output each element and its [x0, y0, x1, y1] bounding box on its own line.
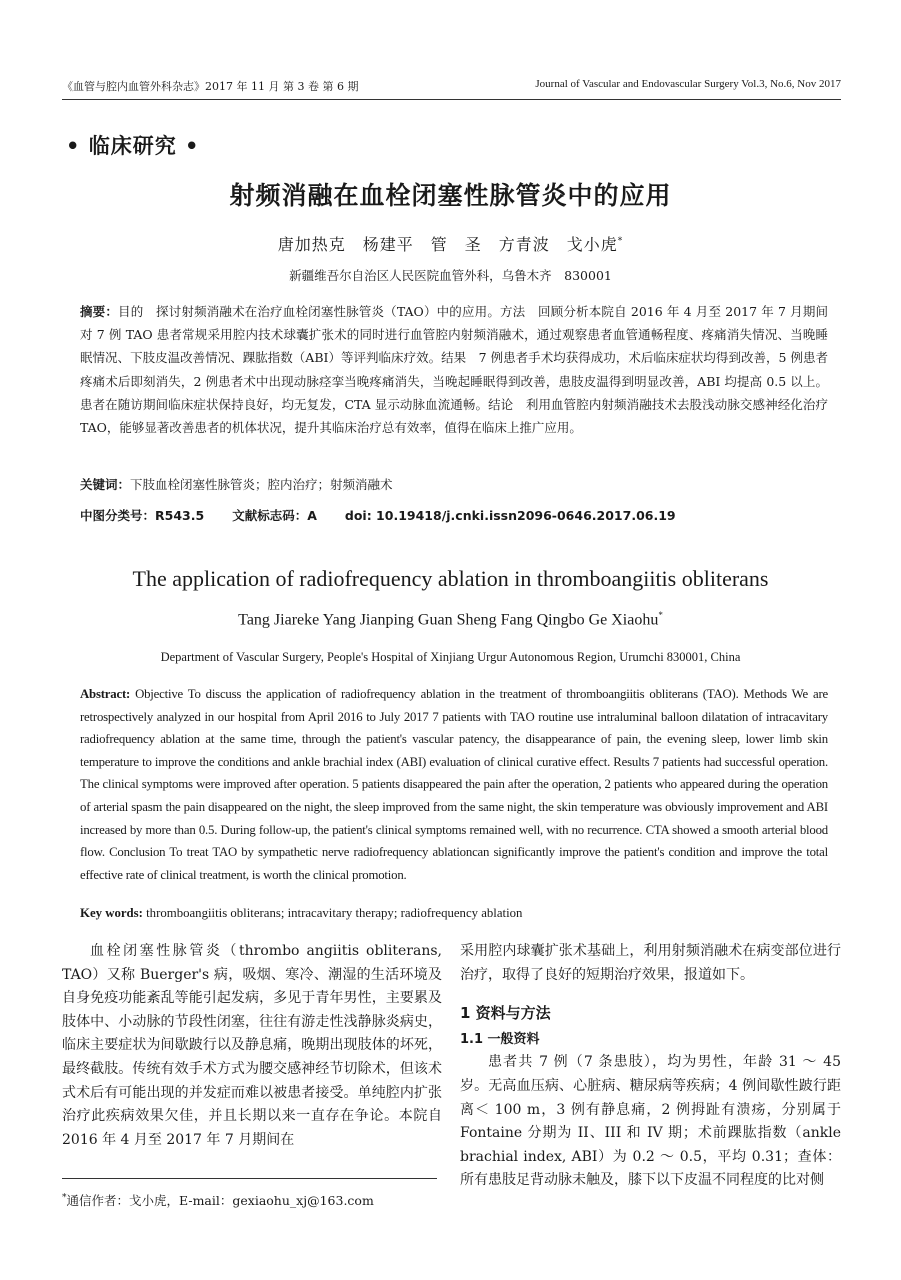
english-keywords-text: thromboangiitis obliterans; intracavitary therapy; radiofrequency ablation [146, 906, 523, 920]
english-abstract-label: Abstract: [80, 687, 131, 701]
body-left-column [62, 940, 442, 1152]
english-author-list: Tang Jiareke Yang Jianping Guan Sheng Fang Qingbo Ge Xiaohu [238, 611, 659, 629]
intro-continuation: 采用腔内球囊扩张术基础上，利用射频消融术在病变部位进行治疗，取得了良好的短期治疗效果，报道如下。 [460, 943, 841, 983]
doi: doi: 10.19418/j.cnki.issn2096-0646.2017.06.19 [344, 508, 676, 523]
chinese-keywords-label: 关键词： [80, 477, 131, 492]
chinese-keywords-text: 下肢血栓闭塞性脉管炎；腔内治疗；射频消融术 [130, 477, 393, 492]
chinese-authors [0, 232, 901, 255]
document-code-value: A [307, 508, 317, 523]
chinese-keywords [80, 475, 828, 493]
section-heading: 1 资料与方法 [460, 1004, 551, 1023]
footnote-text: 通信作者：戈小虎，E-mail：gexiaohu_xj@163.com [66, 1193, 374, 1208]
document-code-label: 文献标志码： [232, 508, 308, 523]
chinese-author-list: 唐加热克 杨建平 管 圣 方青波 戈小虎 [277, 235, 618, 254]
english-authors [0, 610, 901, 629]
header-journal-en: Journal of Vascular and Endovascular Surgery Vol.3, No.6, Nov 2017 [535, 78, 841, 90]
corresponding-author-mark: * [617, 236, 624, 247]
english-keywords-label: Key words: [80, 906, 143, 920]
classification-line [80, 506, 828, 524]
header-divider [62, 99, 841, 100]
english-affiliation: Department of Vascular Surgery, People's Hospital of Xinjiang Urgur Autonomous Region, Urumchi 830001, China [160, 650, 741, 664]
english-corresponding-mark: * [658, 610, 663, 620]
classification-value: R543.5 [155, 508, 205, 523]
section-label: • 临床研究 • [66, 134, 200, 158]
chinese-abstract-label: 摘要： [80, 304, 119, 319]
english-title: The application of radiofrequency ablation in thromboangiitis obliterans [132, 566, 769, 591]
chinese-abstract [80, 300, 828, 439]
footnote-mark: * [62, 1192, 67, 1203]
header-journal-cn: 《血管与腔内血管外科杂志》2017 年 11 月 第 3 卷 第 6 期 [62, 80, 359, 93]
subsection-heading: 1.1 一般资料 [460, 1031, 540, 1047]
chinese-affiliation: 新疆维吾尔自治区人民医院血管外科，乌鲁木齐 830001 [289, 268, 612, 283]
chinese-title: 射频消融在血栓闭塞性脉管炎中的应用 [229, 181, 672, 210]
running-header [62, 78, 841, 94]
chinese-abstract-text: 目的 探讨射频消融术在治疗血栓闭塞性脉管炎（TAO）中的应用。方法 回顾分析本院自 2016 年 4 月至 2017 年 7 月期间对 7 例 TAO 患者常规采用腔内技术球囊扩张术的同时进行血管腔内射频消融术，通过观察患者血管通畅程度、疼痛消失情况、当晚睡眠情况、下肢皮温改善情况、踝肱指数（ABI）等评判临床疗效。结果 7 例患者手术均获得成功，术后临床症状均得到改善，5 例患者疼痛术后即刻消失，2 例患者术中出现动脉痉挛当晚疼痛消失，当晚起睡眠得到改善，患肢皮温得到明显改善，ABI 均提高 0.5 以上。患者在随访期间临床症状保持良好，均无复发，CTA 显示动脉血流通畅。结论 利用血管腔内射频消融技术去股浅动脉交感神经化治疗 TAO，能够显著改善患者的机体状况，提升其临床治疗总有效率，值得在临床上推广应用。 [80, 304, 828, 436]
classification-label: 中图分类号： [80, 508, 156, 523]
english-abstract-text: Objective To discuss the application of radiofrequency ablation in the treatment of thromboangiitis obliterans (TAO). Methods We are retrospectively analyzed in our hospital from April 2016 to July 2017 7 patients with TAO routine use intraluminal balloon dilatation of intracavitary radiofrequency ablation at the same time, through the patient's vascular patency, the disappearance of pain, the evening sleep, lower limb skin temperature to improve the conditions and ankle brachial index (ABI) evaluation of clinical curative effect. Results 7 patients had successful operation. The clinical symptoms were improved after operation. 5 patients disappeared the pain after the operation, 2 patients who appeared during the operation of arterial spasm the pain disappeared on the night, the sleep improved from the same night, the skin temperature was obviously improvement and ABI increased by more than 0.5. During follow-up, the patient's clinical symptoms remained well, with no recurrence. CTA showed a smooth arterial blood flow. Conclusion To treat TAO by sympathetic nerve radiofrequency ablationcan significantly improve the patient's condition and improve the total effective rate of clinical treatment, is worth the clinical promotion. [80, 687, 828, 882]
intro-paragraph: 血栓闭塞性脉管炎（thrombo angiitis obliterans, TAO）又称 Buerger's 病，吸烟、寒冷、潮湿的生活环境及自身免疫功能紊乱等能引起发病，多见于青年男性，主要累及肢体中、小动脉的节段性闭塞，往往有游走性浅静脉炎病史，临床主要症状为间歇跛行以及静息痛，晚期出现肢体的坏死，最终截肢。传统有效手术方式为腰交感神经节切除术，但该术式术后有可能出现的并发症而难以被患者接受。单纯腔内扩张治疗此疾病效果欠佳，并且长期以来一直存在争论。本院自 2016 年 4 月至 2017 年 7 月期间在 [62, 943, 442, 1148]
body-right-column [460, 940, 841, 1193]
english-keywords [80, 906, 828, 921]
footnote [62, 1191, 442, 1209]
methods-paragraph: 患者共 7 例（7 条患肢），均为男性，年龄 31 ～ 45 岁。无高血压病、心脏病、糖尿病等疾病；4 例间歇性跛行距离＜ 100 m，3 例有静息痛，2 例拇趾有溃疡，分别属于 Fontaine 分期为 II、III 和 IV 期；术前踝肱指数（ankle brachial index, ABI）为 0.2 ～ 0.5，平均 0.31；查体：所有患肢足背动脉未触及，膝下以下皮温不同程度的比对侧 [460, 1054, 841, 1189]
footnote-divider [62, 1178, 437, 1179]
english-abstract [80, 683, 828, 886]
